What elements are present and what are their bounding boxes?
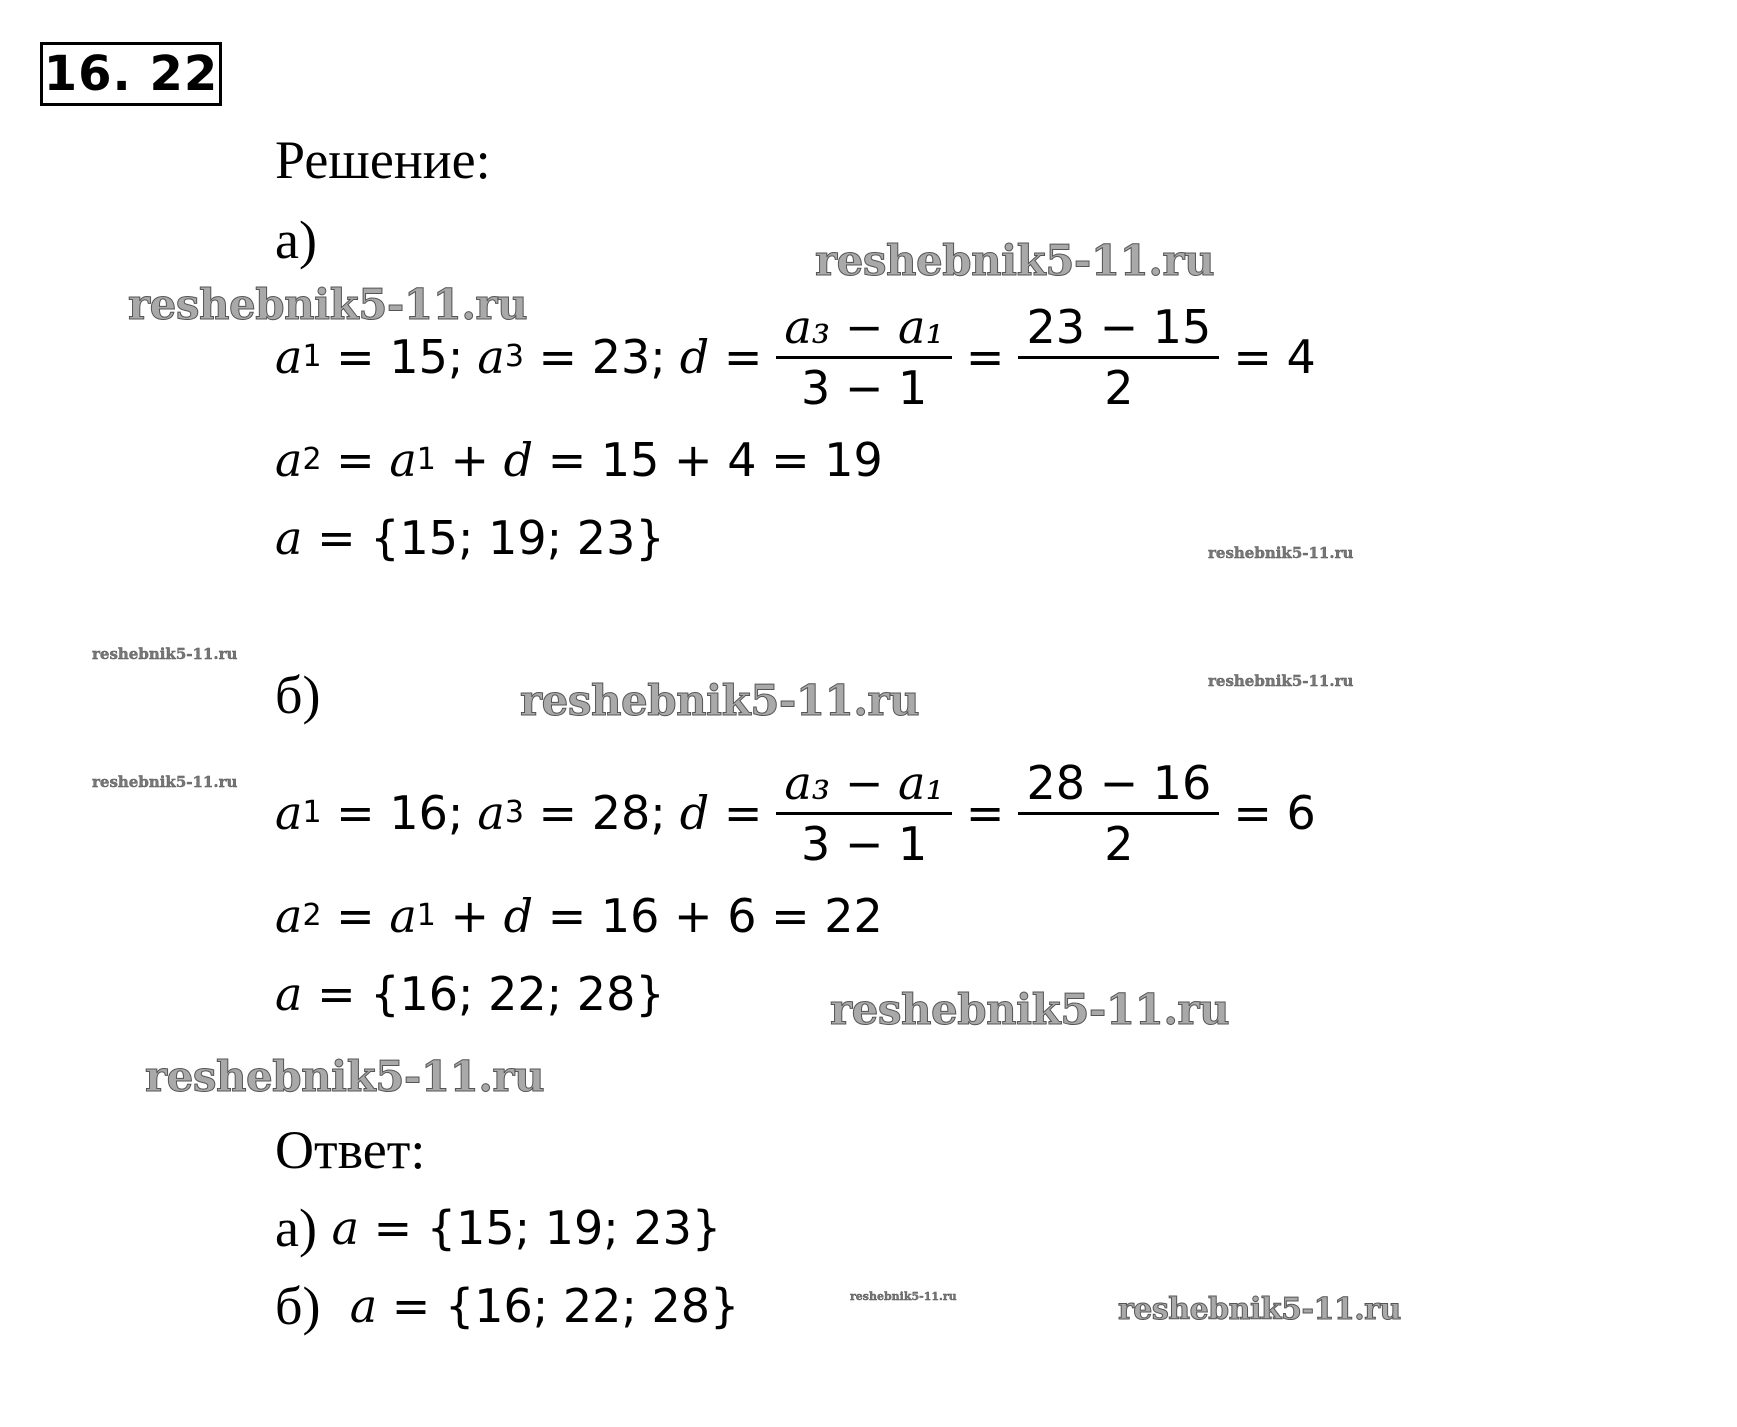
watermark-1: reshebnik5-11.ru: [815, 236, 1215, 285]
part-b-set: = {16; 22; 28}: [317, 967, 665, 1021]
part-a-line2: a 2 = a 1 + d = 15 + 4 = 19: [275, 433, 883, 487]
part-a-set: = {15; 19; 23}: [317, 511, 665, 565]
solution-heading: Решение:: [275, 130, 491, 190]
problem-number-box: [40, 42, 222, 106]
watermark-7: reshebnik5-11.ru: [92, 773, 238, 791]
part-b-fraction-1: [776, 754, 952, 873]
part-b-frac2-den: 2: [1104, 816, 1134, 871]
part-b-line2-value: = 16 + 6 = 22: [547, 889, 883, 943]
part-b-frac2-num: 28 − 16: [1018, 754, 1219, 815]
answer-b-value: = {16; 22; 28}: [391, 1279, 740, 1333]
answer-b: б) a = {16; 22; 28}: [275, 1276, 740, 1336]
part-a-frac2-den: 2: [1104, 360, 1134, 415]
part-b-label: б): [275, 665, 321, 725]
watermark-11: reshebnik5-11.ru: [1118, 1292, 1401, 1327]
answer-a: а) a = {15; 19; 23}: [275, 1198, 722, 1258]
part-a-label: а): [275, 210, 317, 270]
watermark-2: reshebnik5-11.ru: [128, 280, 528, 329]
answer-b-label: б): [275, 1276, 321, 1336]
answer-heading: Ответ:: [275, 1120, 426, 1180]
part-a-fraction-2: [1018, 298, 1219, 417]
part-a-line2-value: = 15 + 4 = 19: [547, 433, 883, 487]
answer-a-label: а): [275, 1198, 317, 1258]
watermark-6: reshebnik5-11.ru: [1208, 672, 1354, 690]
part-a-frac2-num: 23 − 15: [1018, 298, 1219, 359]
watermark-3: reshebnik5-11.ru: [1208, 544, 1354, 562]
part-a-d: 4: [1286, 330, 1316, 384]
part-b-line3: a = {16; 22; 28}: [275, 967, 665, 1021]
watermark-10: reshebnik5-11.ru: [850, 1290, 957, 1303]
watermark-9: reshebnik5-11.ru: [145, 1052, 545, 1101]
part-a-line1: a 1 = 15 ; a 3 = 23 ; d = $\frac{\text{a₃ − a₁}}{3 - 1}$ = $\frac{23 - 15}{2}$ = 4: [275, 299, 1316, 415]
part-a-a3: 23: [591, 330, 651, 384]
watermark-4: reshebnik5-11.ru: [92, 645, 238, 663]
part-a-fraction-1: [776, 298, 952, 417]
part-b-line1: a 1 = 16 ; a 3 = 28 ; d = $\frac{\text{a₃ − a₁}}{3 - 1}$ = $\frac{28 - 16}{2}$ = 6: [275, 755, 1316, 871]
part-b-d: 6: [1286, 786, 1316, 840]
watermark-8: reshebnik5-11.ru: [830, 985, 1230, 1034]
part-a-line3: a = {15; 19; 23}: [275, 511, 665, 565]
part-a-a1: 15: [389, 330, 448, 384]
part-b-a1: 16: [389, 786, 448, 840]
part-b-line2: a 2 = a 1 + d = 16 + 6 = 22: [275, 889, 883, 943]
part-b-frac1-num: a₃ − a₁: [776, 754, 952, 815]
part-b-frac1-den: 3 − 1: [800, 816, 928, 871]
part-a-frac1-num: a₃ − a₁: [776, 298, 952, 359]
answer-a-value: = {15; 19; 23}: [373, 1201, 722, 1255]
part-a-frac1-den: 3 − 1: [800, 360, 928, 415]
watermark-5: reshebnik5-11.ru: [520, 676, 920, 725]
problem-number: 16. 22: [43, 46, 219, 102]
part-b-fraction-2: [1018, 754, 1219, 873]
part-b-a3: 28: [591, 786, 651, 840]
